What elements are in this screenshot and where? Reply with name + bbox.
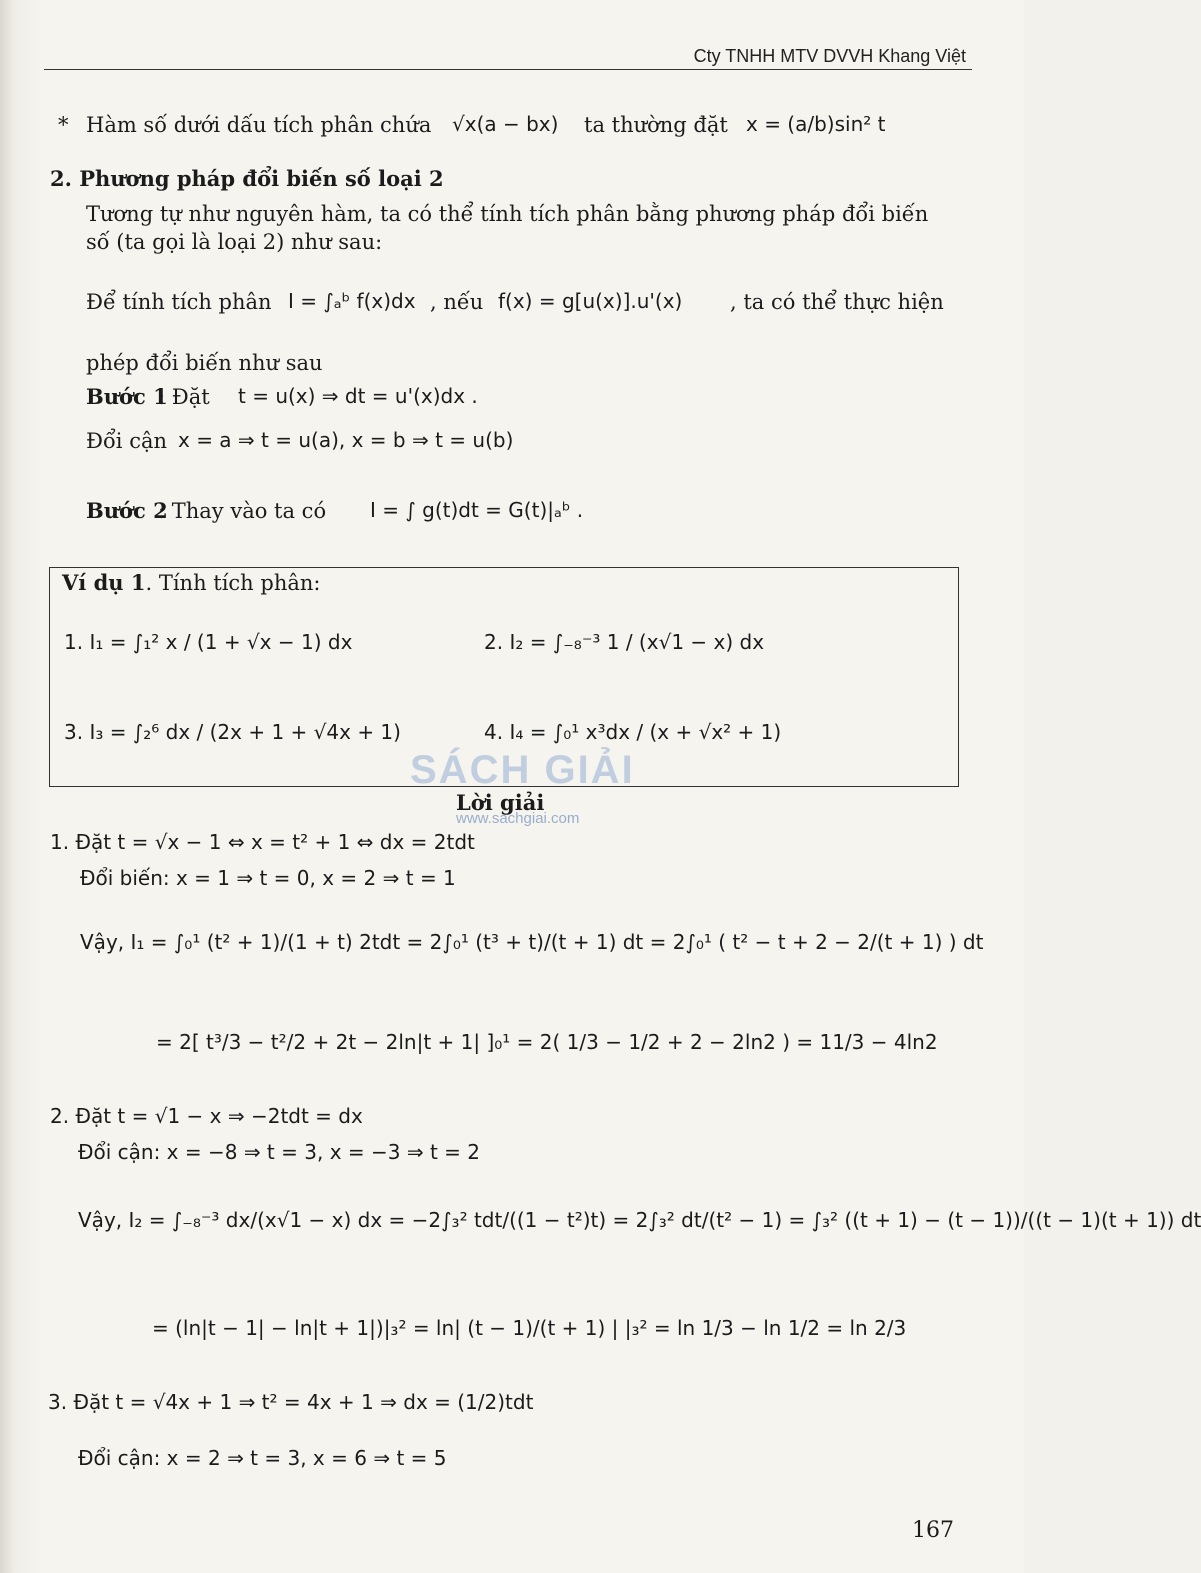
solution-2-line-2: Đổi cận: x = −8 ⇒ t = 3, x = −3 ⇒ t = 2 xyxy=(78,1140,480,1164)
watermark-url: www.sachgiai.com xyxy=(456,810,580,827)
publisher-header: Cty TNHH MTV DVVH Khang Việt xyxy=(693,46,966,66)
solution-2-line-1: 2. Đặt t = √1 − x ⇒ −2tdt = dx xyxy=(50,1104,363,1128)
section-para2-c: , ta có thể thực hiện xyxy=(730,290,944,314)
solution-2-line-3: Vậy, I₂ = ∫₋₈⁻³ dx/(x√1 − x) dx = −2∫₃² tdt/((1 − t²)t) = 2∫₃² dt/(t² − 1) = ∫₃² ((t + 1) − (t − 1))/((t − 1)(t + 1)) dt xyxy=(78,1208,1201,1232)
section-para2-b: , nếu xyxy=(430,290,484,314)
intro-text-2: ta thường đặt xyxy=(584,113,728,137)
section-para1-line2: số (ta gọi là loại 2) như sau: xyxy=(86,230,383,254)
step2-math: I = ∫ g(t)dt = G(t)|ₐᵇ . xyxy=(370,498,584,522)
section-title: 2. Phương pháp đổi biến số loại 2 xyxy=(50,166,444,191)
watermark-logo: SÁCH GIẢI xyxy=(410,748,635,792)
intro-bullet: * xyxy=(58,113,69,137)
solution-title: Lời giải xyxy=(456,790,545,815)
step2-text: : Thay vào ta có xyxy=(158,499,327,523)
solution-1-line-2: Đổi biến: x = 1 ⇒ t = 0, x = 2 ⇒ t = 1 xyxy=(80,866,456,890)
intro-math-sub: x = (a/b)sin² t xyxy=(746,112,886,136)
example-title-bold: Ví dụ 1 xyxy=(62,570,146,595)
bounds-text: Đổi cận xyxy=(86,429,167,453)
example-item-1: 1. I₁ = ∫₁² x / (1 + √x − 1) dx xyxy=(64,630,353,654)
example-title xyxy=(62,570,320,596)
solution-2-line-4: = (ln|t − 1| − ln|t + 1|)|₃² = ln| (t − 1)/(t + 1) | |₃² = ln 1/3 − ln 1/2 = ln 2/3 xyxy=(152,1316,907,1340)
solution-3-line-1: 3. Đặt t = √4x + 1 ⇒ t² = 4x + 1 ⇒ dx = (1/2)tdt xyxy=(48,1390,534,1414)
solution-1-line-1: 1. Đặt t = √x − 1 ⇔ x = t² + 1 ⇔ dx = 2tdt xyxy=(50,830,475,854)
integral-definition: I = ∫ₐᵇ f(x)dx xyxy=(288,289,416,313)
example-item-4: 4. I₄ = ∫₀¹ x³dx / (x + √x² + 1) xyxy=(484,720,782,744)
intro-math-sqrt: √x(a − bx) xyxy=(452,112,559,136)
solution-3-line-2: Đổi cận: x = 2 ⇒ t = 3, x = 6 ⇒ t = 5 xyxy=(78,1446,447,1470)
solution-1-line-4: = 2[ t³/3 − t²/2 + 2t − 2ln|t + 1| ]₀¹ = 2( 1/3 − 1/2 + 2 − 2ln2 ) = 11/3 − 4ln2 xyxy=(156,1030,938,1054)
solution-1-line-3: Vậy, I₁ = ∫₀¹ (t² + 1)/(1 + t) 2tdt = 2∫₀¹ (t³ + t)/(t + 1) dt = 2∫₀¹ ( t² − t + 2 − 2/(t + 1) ) dt xyxy=(80,930,984,954)
section-para1-line1: Tương tự như nguyên hàm, ta có thể tính tích phân bằng phương pháp đổi biến xyxy=(86,202,929,226)
page-number: 167 xyxy=(912,1518,954,1543)
composite-function: f(x) = g[u(x)].u'(x) xyxy=(498,289,683,313)
bounds-math: x = a ⇒ t = u(a), x = b ⇒ t = u(b) xyxy=(178,428,514,452)
step2-label: Bước 2 xyxy=(86,498,168,523)
example-item-2: 2. I₂ = ∫₋₈⁻³ 1 / (x√1 − x) dx xyxy=(484,630,765,654)
step1-math: t = u(x) ⇒ dt = u'(x)dx . xyxy=(238,384,478,408)
step1-text: : Đặt xyxy=(158,385,210,409)
section-para2-a: Để tính tích phân xyxy=(86,290,272,314)
intro-text: Hàm số dưới dấu tích phân chứa xyxy=(86,113,432,137)
section-para2-line2: phép đổi biến như sau xyxy=(86,351,323,375)
step1-label: Bước 1 xyxy=(86,384,168,409)
example-item-3: 3. I₃ = ∫₂⁶ dx / (2x + 1 + √4x + 1) xyxy=(64,720,401,744)
header-rule xyxy=(44,69,972,70)
example-title-rest: . Tính tích phân: xyxy=(145,571,321,595)
